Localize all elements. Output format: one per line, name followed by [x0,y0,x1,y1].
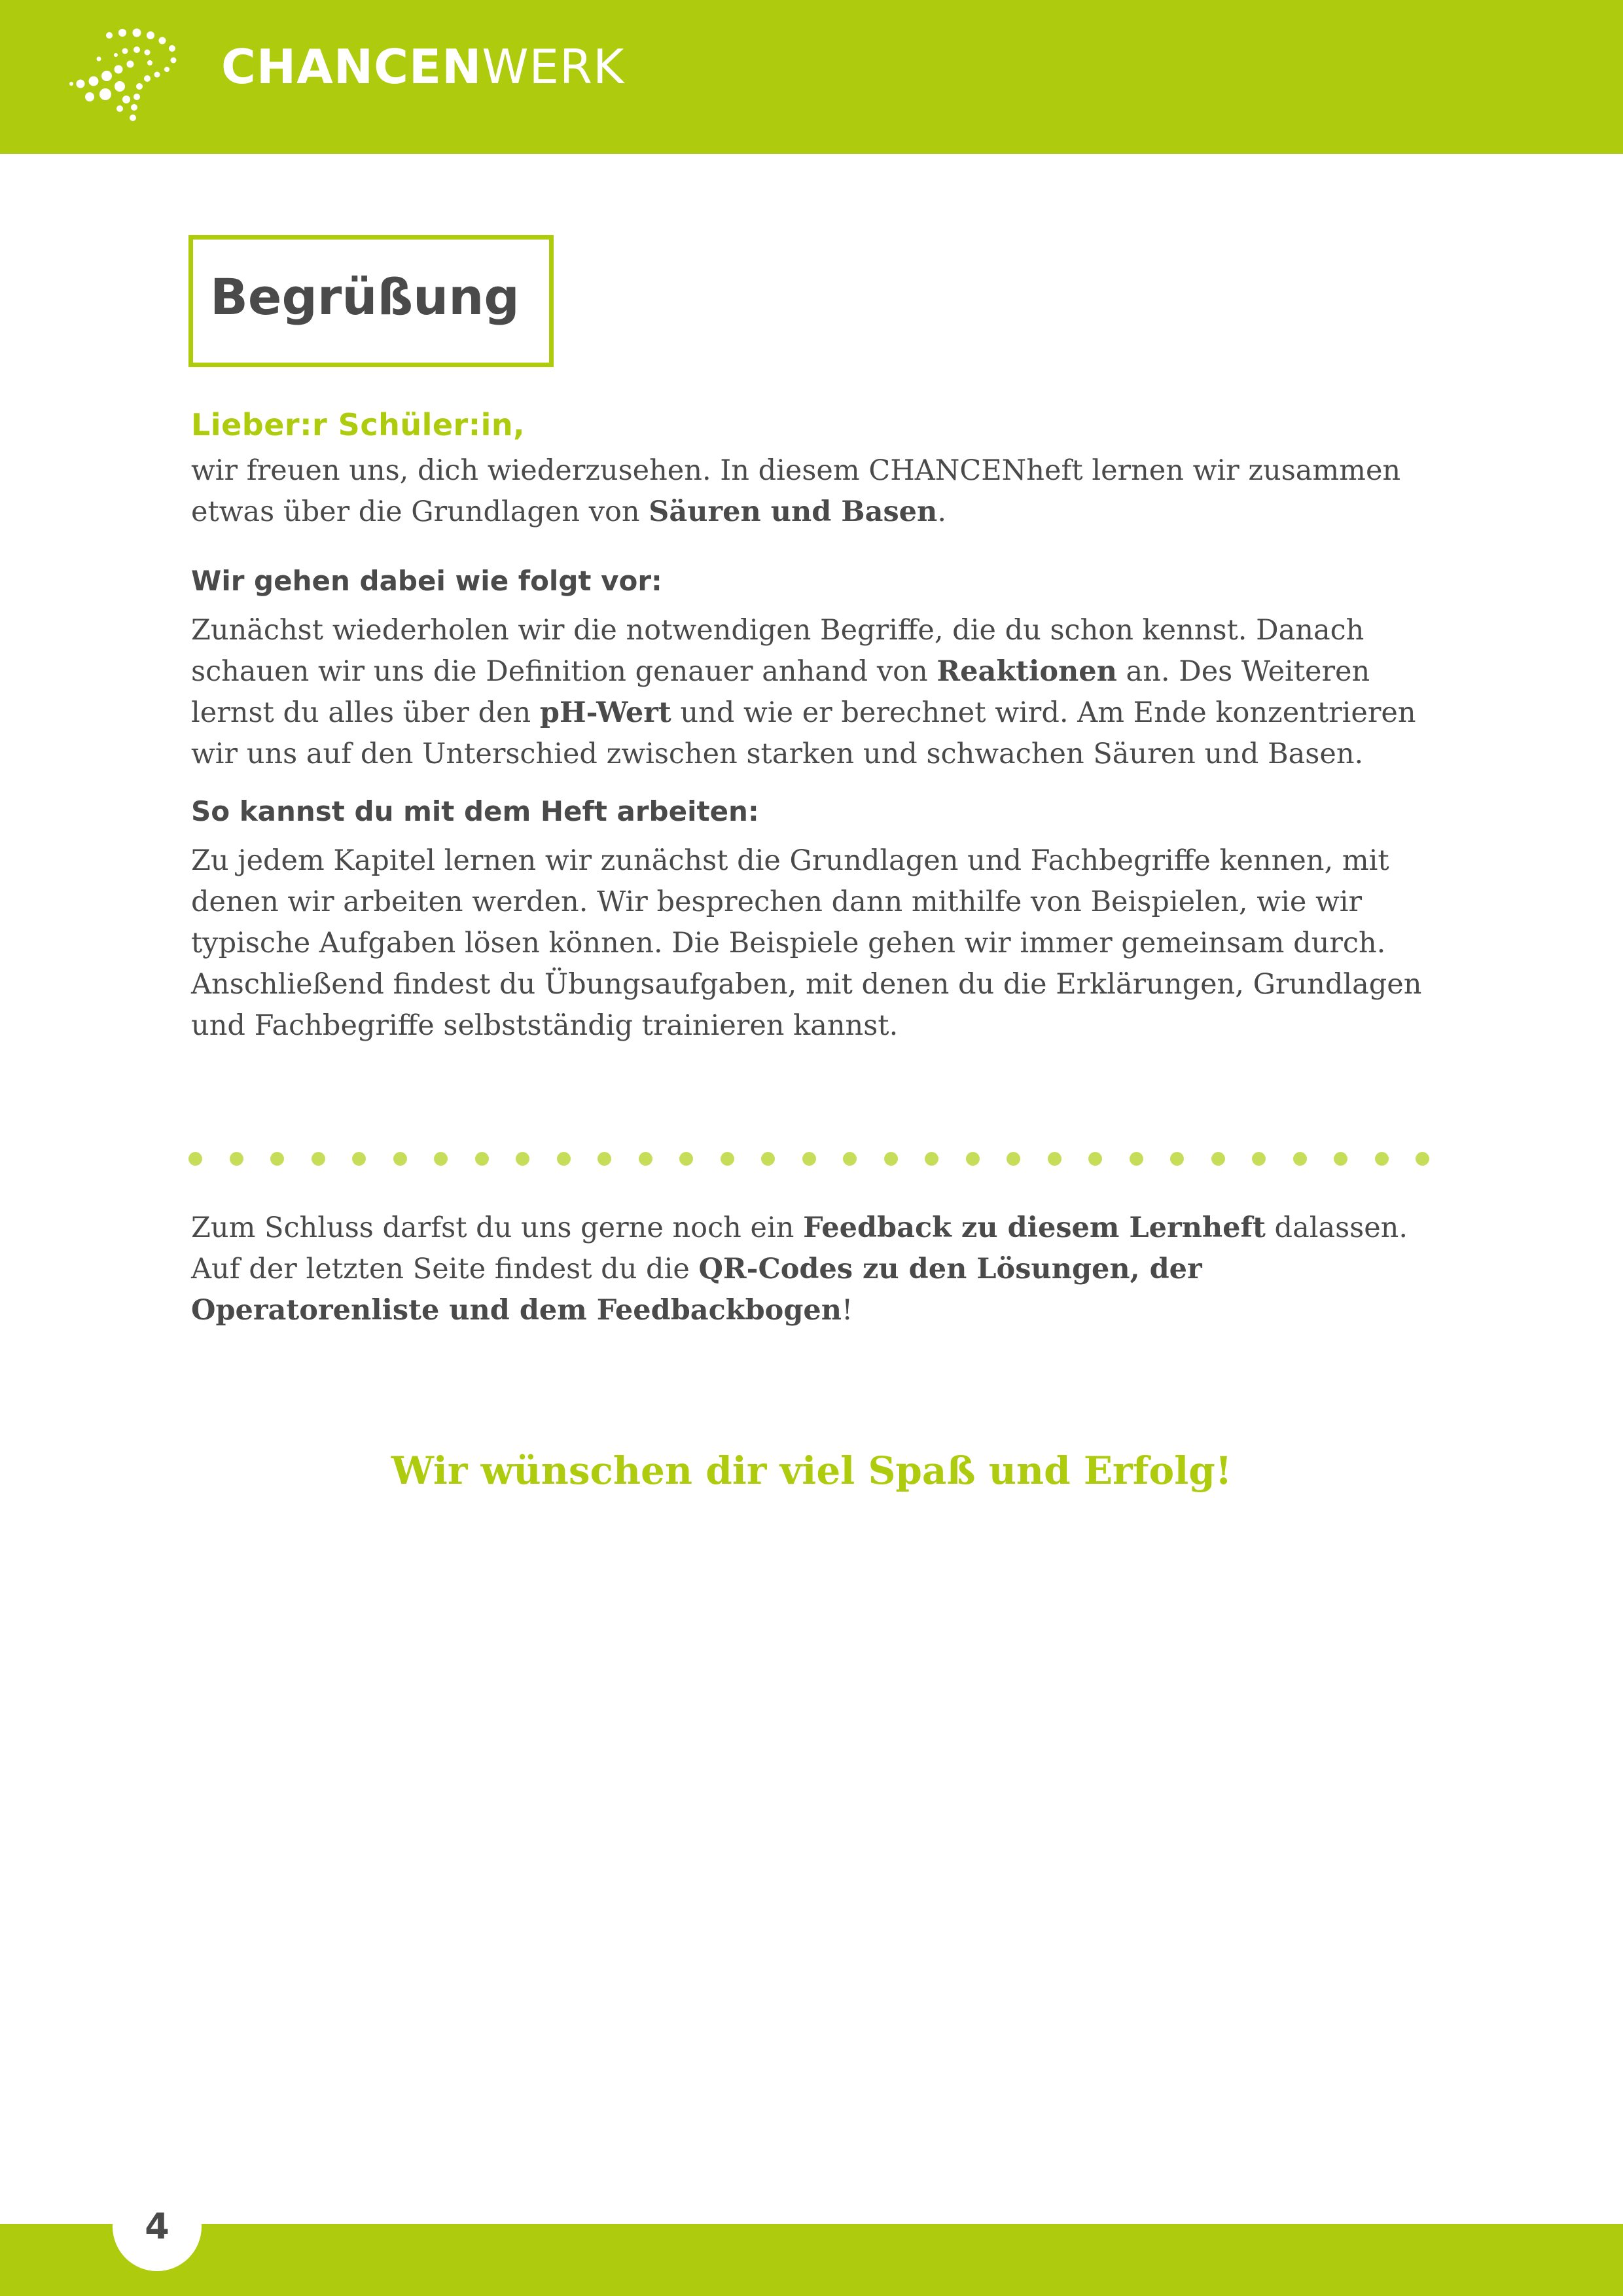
brand-strong: CHANCEN [221,39,482,94]
divider-dot [516,1152,529,1166]
divider-dot [1293,1152,1307,1166]
divider-dot [1088,1152,1102,1166]
divider-dot [1375,1152,1389,1166]
closing-text-3: ! [842,1294,853,1327]
divider-dot [597,1152,611,1166]
intro-bold-1: Säuren und Basen [649,495,938,528]
divider-dot [721,1152,734,1166]
divider-dot [679,1152,693,1166]
dotted-spiral-icon [69,26,200,131]
section1-bold-1: Reaktionen [936,655,1117,688]
footer-bar [0,2224,1623,2296]
divider-dot [1130,1152,1143,1166]
divider-dot [639,1152,652,1166]
divider-dot [1334,1152,1347,1166]
divider-dot [1048,1152,1061,1166]
intro-text-2: . [937,495,946,528]
divider-dot [434,1152,448,1166]
divider-dot [188,1152,202,1166]
divider-dot [1007,1152,1020,1166]
page-title: Begrüßung [210,268,520,326]
divider-dot [1211,1152,1225,1166]
closing-text-2: dalassen. Auf der letzten Seite findest du die [191,1211,1408,1285]
section1-text-2: an. Des Weiteren lernst du alles über den [191,655,1370,729]
divider-dot [1252,1152,1266,1166]
closing-wish: Wir wünschen dir viel Spaß und Erfolg! [391,1448,1232,1493]
page-number-badge [113,2182,202,2271]
section1-text-1: Zunächst wiederholen wir die notwendigen Begriffe, die du schon kennst. Danach schauen wir uns die Definition genauer anhand von [191,614,1364,688]
closing-bold-2: QR-Codes zu den Lösungen, der Operatorenliste und dem Feedbackbogen [191,1253,1202,1327]
title-box [188,235,554,367]
section1-heading: Wir gehen dabei wie folgt vor: [191,565,662,597]
divider-dot [802,1152,816,1166]
brand-light: WERK [482,39,625,94]
main-content [191,404,1435,1047]
greeting: Lieber:r Schüler:in, [191,407,526,442]
divider-dot [884,1152,898,1166]
section2-paragraph: Zu jedem Kapitel lernen wir zunächst die Grundlagen und Fachbegriffe kennen, mit denen wir arbeiten werden. Wir besprechen dann mithilfe von Beispielen, wie wir typische Aufgaben lösen können. Die Beispiele gehen wir immer gemeinsam durch. Anschließend findest du Übungsaufgaben, mit denen du die Erklärungen, Grundlagen und Fachbegriffe selbstständig trainieren kannst. [191,844,1422,1042]
divider-dot [966,1152,980,1166]
divider-dot [270,1152,284,1166]
brand-logo-text [221,39,625,94]
divider-dot [352,1152,366,1166]
section2-heading: So kannst du mit dem Heft arbeiten: [191,795,759,827]
header-bar [0,0,1623,154]
section1-paragraph [191,610,1435,775]
divider-dot [1416,1152,1429,1166]
divider-dot [312,1152,325,1166]
divider-dot [843,1152,857,1166]
divider-dot [925,1152,938,1166]
intro-paragraph [191,450,1435,533]
closing-section [191,1208,1435,1331]
divider-dot [557,1152,571,1166]
divider-dot [1170,1152,1184,1166]
section1-bold-2: pH-Wert [539,696,671,729]
closing-text-1: Zum Schluss darfst du uns gerne noch ein [191,1211,804,1244]
closing-paragraph [191,1208,1435,1331]
section1-text-3: und wie er berechnet wird. Am Ende konzentrieren wir uns auf den Unterschied zwischen starken und schwachen Säuren und Basen. [191,696,1416,770]
divider-dot [230,1152,243,1166]
closing-bold-1: Feedback zu diesem Lernheft [803,1211,1266,1244]
page-number: 4 [145,2206,169,2247]
divider-dot [475,1152,489,1166]
dotted-divider [188,1152,1429,1166]
divider-dot [761,1152,775,1166]
intro-text-1: wir freuen uns, dich wiederzusehen. In diesem CHANCENheft lernen wir zusammen etwas über die Grundlagen von [191,454,1401,528]
divider-dot [393,1152,407,1166]
